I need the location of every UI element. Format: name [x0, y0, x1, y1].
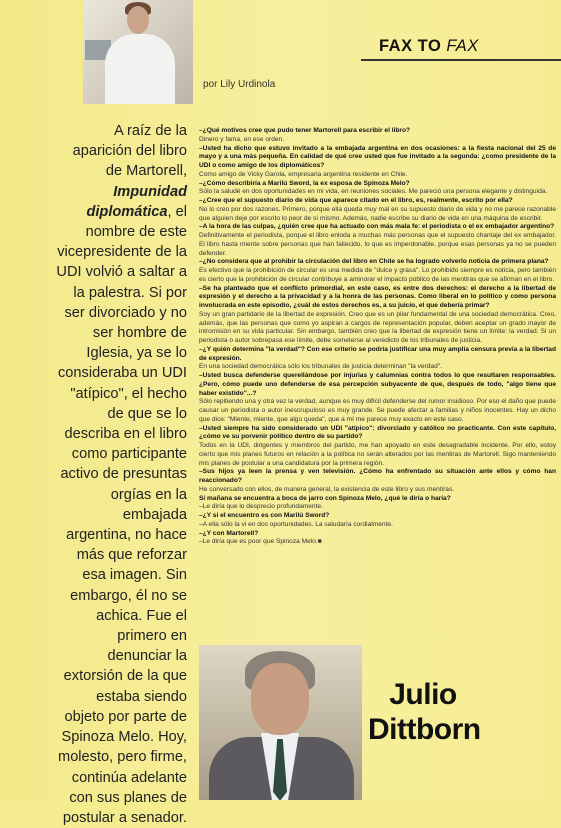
answer-paragraph: Sólo la saludé en dos oportunidades en mi vida, en reuniones sociales. Me pareció una persona elegante y distinguida.: [199, 188, 548, 196]
question-paragraph: –¿Y si el encuentro es con Marilú Sword?: [199, 512, 330, 519]
interviewee-photo: [199, 645, 362, 800]
section-title-italic: FAX: [446, 37, 479, 55]
answer-paragraph: No lo creo por dos razones. Primero, porque ella queda muy mal en su supuesto diario de vida y no me parece razonable que alguien deje por escrito lo peor de sí mismo. Además, nadie escribe su diario de vida en una máquina de escribir.: [199, 205, 556, 222]
question-paragraph: –Sus hijos ya leen la prensa y ven televisión. ¿Cómo ha enfrentado su situación ante ellos y cómo han reaccionado?: [199, 468, 556, 484]
answer-paragraph: –Le diría que es poor que Spinoza Melo.■: [199, 538, 322, 546]
question-paragraph: –¿Cree que el supuesto diario de vida que aparece citado en el libro, es, realmente, escrito por ella?: [199, 197, 513, 204]
intro-part1: A raíz de la aparición del libro de Martorell,: [72, 123, 187, 180]
answer-paragraph: Es efectivo que la prohibición de circular es una medida de "dulce y grasa". Lo prohibido siempre es noticia, pero también es cierto que la prohibición de circular contribuye a aminorar el impacto público de las mentiras que se afirman en el libro.: [199, 267, 556, 283]
answer-paragraph: Todos en la UDI, dirigentes y miembros del partido, me han apoyado en este desagradable incidente. Por ello, estoy cierto que mis planes futuros en relación a la política no serán alterados por las mentiras de Martorell. Sigo manteniendo mis planes de postular a una candidatura por la primera región.: [199, 442, 556, 467]
question-paragraph: –¿Y quién determina "la verdad"? Con ese criterio se podría justificar una muy amplia censura previa a la libertad de expresión.: [199, 345, 556, 362]
question-paragraph: –¿Qué motivos cree que pudo tener Martorell para escribir el libro?: [199, 127, 411, 134]
question-paragraph: –Usted siempre ha sido considerado un UDI "atípico": divorciado y católico no practicante. Con este capítulo, ¿cómo ve su porvenir político dentro de su partido?: [199, 424, 556, 441]
interviewer-photo: [83, 0, 193, 104]
question-paragraph: –¿Y con Martorell?: [199, 529, 259, 537]
interview-body: [199, 127, 556, 547]
intro-text: [55, 121, 187, 828]
answer-paragraph: He conversado con ellos, de manera general, la existencia de este libro y sus mentiras.: [199, 485, 455, 493]
question-paragraph: –A la hora de las culpas, ¿quién cree que ha actuado con más mala fe: el periodista o el ex embajador argentino?: [199, 223, 555, 231]
question-paragraph: –Se ha planteado que el conflicto primordial, en este caso, es entre dos derechos: el derecho a la libertad de expresión y el derecho a la privacidad y a la honra de las personas. Como liberal en lo político y como persona involucrada en este episodio, ¿cuál de estos derechos es, a su juicio, el que debería primar?: [199, 284, 556, 309]
intro-part2: , el nombre de este vicepresidente de la UDI volvió a saltar a la palestra. Si por ser divorciado y no ser hombre de Iglesia, ya se lo consideraba un UDI "atípico", el hecho de que se lo describa en el libro como participante activo de presuntas orgías en la embajada argentina, no hace más que reforzar esa imagen. Sin embargo, él no se achica. Fue el primero en denunciar la extorsión de la que estaba siendo objeto por parte de Spinoza Melo. Hoy, molesto, pero firme, continúa adelante con sus planes de postular a senador.: [56, 203, 187, 826]
section-title: [379, 37, 559, 56]
answer-paragraph: –A ella sólo la vi en dos oportunidades. La saludaría cordialmente.: [199, 520, 393, 528]
interviewee-first-name: Julio: [389, 678, 457, 711]
question-paragraph: –Usted ha dicho que estuvo invitado a la embajada argentina en dos ocasiones: a la fiesta nacional del 25 de mayo y a una más pequeña. En calidad de qué cree usted que fue invitado a la segunda: ¿como presidente de la UDI o como amigo de los diplomáticos?: [199, 144, 556, 169]
question-paragraph: Si mañana se encuentra a boca de jarro con Spinoza Melo, ¿qué le diría o haría?: [199, 494, 451, 502]
question-paragraph: –¿No considera que al prohibir la circulación del libro en Chile se ha logrado volverlo noticia de primera plana?: [199, 258, 549, 266]
question-paragraph: –Usted busca defenderse querellándose por injurias y calumnias contra todos lo que resultaren responsables. ¿Pero, cómo puede uno defenderse de esa percepción subyacente de que, después de todo, "algo tiene que haber existido"...?: [199, 372, 556, 397]
answer-paragraph: Sólo repitiendo una y otra vez la verdad, aunque es muy difícil defenderse del rumor insidioso. Por eso el daño que puede causar un periodista o autor inescrupuloso es muy grande. Se puede afectar a familias y niños inocentes. Hay un dicho que dice: "Miente, miente, que algo queda", que a mí me parece muy exacto en este caso.: [199, 398, 556, 423]
byline: por Lily Urdinola: [203, 79, 276, 90]
answer-paragraph: –Le diría que lo desprecio profundamente.: [199, 503, 323, 511]
answer-paragraph: Soy un gran partidario de la libertad de expresión. Creo que es un pilar fundamental de una sociedad democrática. Creo, además, que las personas que como yo aspiran a cargos de representación popular, deben aceptar un grado mayor de intromisión en su vida particular. Sin embargo, también creo que la libertad de expresión tiene un límite: la verdad. Si un periodista o autor sobrepasa ese límite, debe someterse al veredicto de los tribunales de justicia.: [199, 310, 556, 344]
answer-paragraph: Definitivamente el periodista, porque el libro enloda a muchas más personas que el supuesto chantaje del ex embajador. El libro hasta miente sobre personas que han fallecido, lo que es imperdonable, porque esas personas ya no se pueden defender.: [199, 232, 556, 257]
answer-paragraph: En una sociedad democrática sólo los tribunales de justicia determinan "la verdad".: [199, 363, 442, 371]
book-title: Impunidad diplomática: [86, 183, 187, 220]
interviewee-last-name: Dittborn: [368, 713, 481, 746]
interviewee-name: [368, 677, 481, 747]
answer-paragraph: Como amigo de Vicky Garola, empresaria argentina residente en Chile.: [199, 170, 408, 178]
question-paragraph: –¿Cómo describiría a Marilú Sword, la ex esposa de Spinoza Melo?: [199, 179, 410, 187]
answer-paragraph: Dinero y fama, en ese orden.: [199, 135, 285, 143]
title-rule: [361, 59, 561, 61]
section-title-bold: FAX TO: [379, 37, 442, 55]
